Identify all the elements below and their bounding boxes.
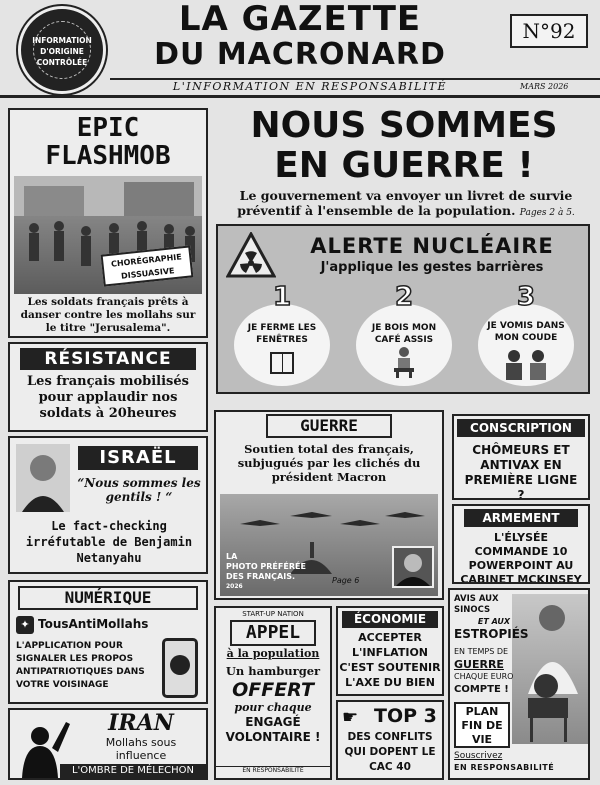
pointing-hand-icon: ☛ <box>342 707 359 728</box>
resistance-heading: RÉSISTANCE <box>20 348 196 370</box>
numerique-heading: NUMÉRIQUE <box>18 586 198 610</box>
economie-article <box>336 606 444 696</box>
flashmob-heading-1: EPIC <box>76 113 140 143</box>
tagline: L'INFORMATION EN RESPONSABILITÉ <box>172 80 448 93</box>
armement-body: L'ÉLYSÉE COMMANDE 10 POWERPOINT AU CABINET MCKINSEY <box>460 531 582 584</box>
israel-quote: “Nous sommes les gentils ! “ <box>77 476 201 504</box>
smartphone-icon <box>162 638 198 698</box>
israel-article <box>8 436 208 574</box>
sinocs-footer-2: EN RESPONSABILITÉ <box>454 763 555 772</box>
conscription-heading: CONSCRIPTION <box>457 419 585 437</box>
iran-sub-2: influence <box>115 749 167 762</box>
resistance-body: Les français mobilisés pour applaudir nos soldats à 20heures <box>27 374 189 421</box>
step-1-text: JE FERME LES FENÊTRES <box>247 323 317 345</box>
sinocs-line-3: ESTROPIÉS <box>454 627 529 641</box>
sinocs-line-5: GUERRE <box>454 658 504 671</box>
step-2-number: 2 <box>394 282 414 312</box>
window-icon <box>270 352 294 374</box>
stamp-line-2: DISSUASIVE <box>120 266 175 281</box>
origin-seal <box>18 6 106 94</box>
appel-line-5: VOLONTAIRE ! <box>225 730 321 744</box>
sinocs-text <box>454 594 534 696</box>
photo-label-1: LA <box>226 552 238 561</box>
armement-article <box>452 504 590 584</box>
step-1-number: 1 <box>272 282 292 312</box>
step-2 <box>352 282 456 388</box>
sinocs-line-2: ET AUX <box>477 617 511 626</box>
app-logo-icon: ✦ <box>16 616 34 634</box>
headline-sub-text: Le gouvernement va envoyer un livret de survie préventif à l'ensemble de la population. <box>237 188 573 218</box>
photo-label-2: PHOTO PRÉFÉRÉE <box>226 562 306 571</box>
sinocs-line-6: CHAQUE EURO <box>454 672 514 681</box>
headline-pages: Pages 2 à 5. <box>519 208 575 218</box>
step-3 <box>474 282 578 388</box>
seal-line-3: CONTRÔLÉE <box>36 58 88 67</box>
iran-article <box>8 708 208 780</box>
people-icon <box>502 348 550 380</box>
sitting-person-icon <box>388 346 420 378</box>
masthead <box>0 0 600 100</box>
economie-heading: ÉCONOMIE <box>342 611 438 628</box>
sinocs-footer-1: Souscrivez <box>454 751 503 761</box>
step-2-text: JE BOIS MON CAFÉ ASSIS <box>371 323 437 345</box>
flashmob-heading-2: FLASHMOB <box>45 141 171 171</box>
photo-label-year: 2026 <box>226 583 243 590</box>
newspaper-title <box>110 0 490 72</box>
iran-heading: IRAN <box>108 710 174 736</box>
appel-line-3: pour chaque <box>234 701 312 714</box>
iran-sub-1: Mollahs sous <box>105 736 177 749</box>
photo-label-3: DES FRANÇAIS. <box>226 572 296 581</box>
numerique-body: L'APPLICATION POUR SIGNALER LES PROPOS ANTIPATRIOTIQUES DANS VOTRE VOISINAGE <box>16 641 145 690</box>
seal-line-1: INFORMATION <box>32 36 92 45</box>
title-line-1: LA GAZETTE <box>178 0 422 39</box>
appel-line-2: OFFERT <box>232 679 314 701</box>
appel-footer: EN RESPONSABILITÉ <box>216 766 330 774</box>
step-1 <box>230 282 334 388</box>
sinocs-footer <box>454 750 588 774</box>
title-line-2: DU MACRONARD <box>154 37 446 72</box>
headline-sub <box>218 188 594 221</box>
resistance-article <box>8 342 208 432</box>
conscription-body: CHÔMEURS ET ANTIVAX EN PREMIÈRE LIGNE ? <box>464 443 578 500</box>
radiation-icon <box>226 232 276 278</box>
stamp-line-1: CHORÉGRAPHIE <box>110 252 183 269</box>
plan-fin-de-vie-stamp: PLAN FIN DE VIE <box>454 702 510 748</box>
iran-footer: L'OMBRE DE MÉLECHON <box>60 764 206 778</box>
macron-portrait <box>392 546 434 588</box>
israel-heading: ISRAËL <box>78 446 198 470</box>
appel-heading: APPEL <box>230 620 316 646</box>
appel-line-4: ENGAGÉ <box>245 715 301 729</box>
top3-heading: TOP 3 <box>374 705 437 727</box>
economie-body <box>338 630 442 690</box>
flashmob-article <box>8 108 208 338</box>
sinocs-line-4: EN TEMPS DE <box>454 647 509 656</box>
netanyahu-portrait <box>16 444 70 512</box>
issue-number: N°92 <box>510 14 588 48</box>
top3-article <box>336 700 444 780</box>
guerre-article <box>214 410 444 600</box>
guerre-heading: GUERRE <box>266 414 392 438</box>
iran-sub <box>76 736 206 762</box>
economie-line-2: L'INFLATION <box>351 646 428 659</box>
step-3-number: 3 <box>516 282 536 312</box>
issue-date: MARS 2026 <box>520 82 569 91</box>
sinocs-line-7: COMPTE ! <box>454 684 509 695</box>
numerique-article <box>8 580 208 704</box>
main-headline <box>214 106 594 186</box>
appel-sub: à la population <box>226 647 320 660</box>
economie-line-4: L'AXE DU BIEN <box>345 676 435 689</box>
economie-line-1: ACCEPTER <box>358 631 422 644</box>
headline-line-2: EN GUERRE ! <box>274 145 534 186</box>
appel-article <box>214 606 332 780</box>
sinocs-article <box>448 588 590 780</box>
conscription-article <box>452 414 590 500</box>
nuclear-alert <box>216 224 590 394</box>
israel-body: Le fact-checking irréfutable de Benjamin Netanyahu <box>25 519 193 565</box>
photo-page-ref: Page 6 <box>332 576 360 585</box>
economie-line-3: C'EST SOUTENIR <box>339 661 441 674</box>
nuclear-title: ALERTE NUCLÉAIRE <box>310 234 554 258</box>
appel-kicker: START-UP NATION <box>242 610 304 618</box>
app-name: TousAntiMollahs <box>38 617 149 631</box>
sinocs-line-1: AVIS AUX SINOCS <box>454 594 499 615</box>
armement-heading: ARMEMENT <box>464 509 578 527</box>
nuclear-subtitle: J'applique les gestes barrières <box>320 260 544 275</box>
appel-line-1: Un hamburger <box>225 664 321 678</box>
step-3-text: JE VOMIS DANS MON COUDE <box>487 321 565 343</box>
flashmob-caption: Les soldats français prêts à danser contre les mollahs sur le titre "Jerusalema". <box>20 296 196 334</box>
seal-line-2: D'ORIGINE <box>40 47 84 56</box>
photo-label <box>226 552 336 592</box>
guerre-body: Soutien total des français, subjugués par les clichés du président Macron <box>237 442 421 484</box>
top3-body: DES CONFLITS QUI DOPENT LE CAC 40 <box>344 731 436 773</box>
headline-line-1: NOUS SOMMES <box>250 105 558 146</box>
